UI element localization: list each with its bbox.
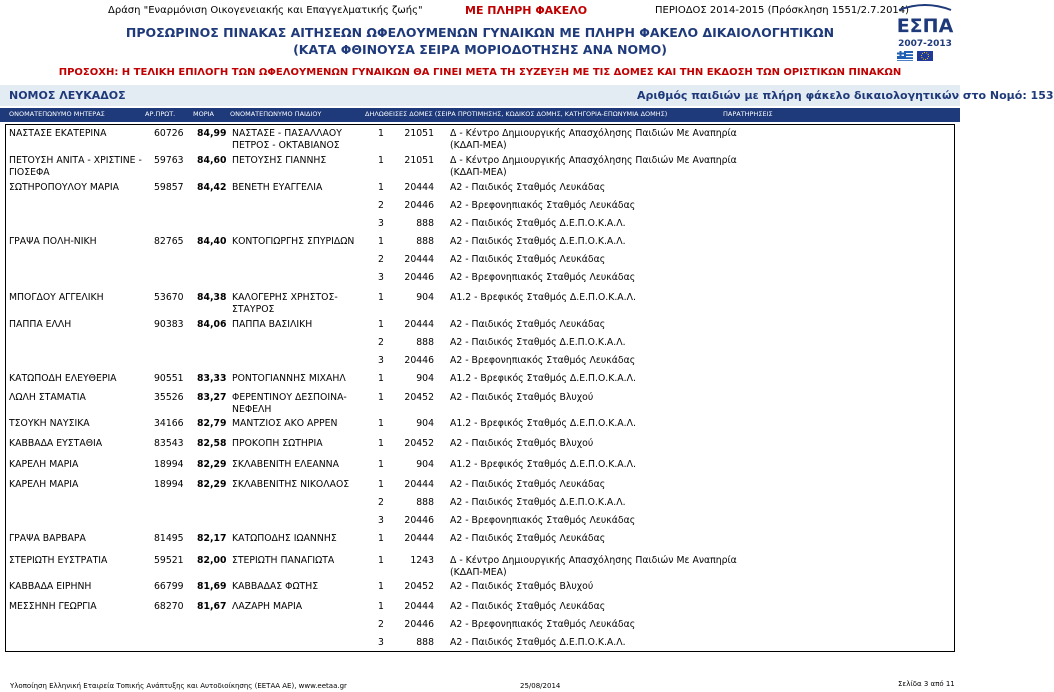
mother-name: ΤΣΟΥΚΗ ΝΑΥΣΙΚΑ: [9, 418, 90, 429]
mother-name: ΜΠΟΓΔΟΥ ΑΓΓΕΛΙΚΗ: [9, 292, 104, 303]
table-row: [0, 418, 960, 429]
table-row: [0, 533, 960, 544]
action-title: Δράση "Εναρμόνιση Οικογενειακής και Επαγγελματικής ζωής": [108, 5, 423, 16]
structure-code: 21051: [404, 155, 434, 166]
footer-credit: Υλοποίηση Ελληνική Εταιρεία Τοπικής Ανάπτυξης και Αυτοδιοίκησης (ΕΕΤΑΑ ΑΕ), www.eetaa.gr: [10, 682, 347, 690]
preference-order: 1: [378, 319, 384, 330]
structure-code: 904: [416, 373, 434, 384]
preference-order: 1: [378, 555, 384, 566]
structure-description: Α2 - Παιδικός Σταθμός Βλυχού: [450, 438, 594, 449]
table-row: [0, 392, 960, 415]
structure-description: Α2 - Παιδικός Σταθμός Λευκάδας: [450, 182, 606, 193]
structure-code: 20446: [404, 200, 434, 211]
structure-code: 20446: [404, 515, 434, 526]
score: 82,79: [197, 418, 227, 429]
structure-description: Α2 - Παιδικός Σταθμός Δ.Ε.Π.Ο.Κ.Α.Λ.: [450, 337, 626, 348]
application-number: 68270: [154, 601, 184, 612]
structure-code: 20444: [404, 601, 434, 612]
mother-name: ΓΡΑΨΑ ΠΟΛΗ-ΝΙΚΗ: [9, 236, 97, 247]
application-number: 34166: [154, 418, 184, 429]
score: 81,69: [197, 581, 227, 592]
structure-description: Α2 - Παιδικός Σταθμός Λευκάδας: [450, 479, 606, 490]
preference-order: 1: [378, 392, 384, 403]
score: 82,17: [197, 533, 227, 544]
mother-name: ΚΑΒΒΑΔΑ ΕΥΣΤΑΘΙΑ: [9, 438, 103, 449]
warning-notice: ΠΡΟΣΟΧΗ: Η ΤΕΛΙΚΗ ΕΠΙΛΟΓΗ ΤΩΝ ΩΦΕΛΟΥΜΕΝΩΝ ΓΥΝΑΙΚΩΝ ΘΑ ΓΙΝΕΙ ΜΕΤΑ ΤΗ ΣΥΖΕΥΞΗ ΜΕ ΤΙΣ ΔΟΜΕΣ ΚΑΙ ΤΗΝ ΕΚΔΟΣΗ ΤΩΝ ΟΡΙΣΤΙΚΩΝ ΠΙΝΑΚΩΝ: [58, 67, 902, 78]
structure-description: Α2 - Βρεφονηπιακός Σταθμός Λευκάδας: [450, 355, 636, 366]
structure-code: 20446: [404, 619, 434, 630]
child-name: ΚΟΝΤΟΓΙΩΡΓΗΣ ΣΠΥΡΙΔΩΝ: [232, 236, 355, 247]
preference-order: 1: [378, 292, 384, 303]
structure-description-cont: (ΚΔΑΠ-ΜΕΑ): [450, 567, 507, 578]
table-row: [0, 236, 960, 283]
preference-order: 1: [378, 182, 384, 193]
logo-text: ΕΣΠΑ: [896, 15, 954, 37]
preference-order: 1: [378, 373, 384, 384]
child-name: ΠΡΟΚΟΠΗ ΣΩΤΗΡΙΑ: [232, 438, 323, 449]
child-name-cont: ΝΕΦΕΛΗ: [232, 404, 272, 415]
structure-code: 888: [416, 497, 434, 508]
structure-description: Α2 - Παιδικός Σταθμός Λευκάδας: [450, 254, 606, 265]
child-name: ΣΤΕΡΙΩΤΗ ΠΑΝΑΓΙΩΤΑ: [232, 555, 335, 566]
child-name-cont: ΣΤΑΥΡΟΣ: [232, 304, 275, 315]
mother-name: ΠΕΤΟΥΣΗ ΑΝΙΤΑ - ΧΡΙΣΤΙΝΕ -: [9, 155, 142, 166]
table-row: [0, 459, 960, 470]
application-number: 83543: [154, 438, 184, 449]
mother-name: ΣΤΕΡΙΩΤΗ ΕΥΣΤΡΑΤΙΑ: [9, 555, 108, 566]
table-row: [0, 555, 960, 578]
structure-code: 904: [416, 292, 434, 303]
structure-description: Α2 - Βρεφονηπιακός Σταθμός Λευκάδας: [450, 515, 636, 526]
table-row: [0, 128, 960, 151]
mother-name: ΚΑΤΩΠΟΔΗ ΕΛΕΥΘΕΡΙΑ: [9, 373, 117, 384]
footer-page: Σελίδα 3 από 11: [898, 680, 955, 688]
mother-name: ΛΩΛΗ ΣΤΑΜΑΤΙΑ: [9, 392, 86, 403]
page-title: ΠΡΟΣΩΡΙΝΟΣ ΠΙΝΑΚΑΣ ΑΙΤΗΣΕΩΝ ΩΦΕΛΟΥΜΕΝΩΝ ΓΥΝΑΙΚΩΝ ΜΕ ΠΛΗΡΗ ΦΑΚΕΛΟ ΔΙΚΑΙΟΛΟΓΗΤΙΚΩΝ: [125, 25, 835, 40]
structure-description: Α2 - Παιδικός Σταθμός Λευκάδας: [450, 319, 606, 330]
structure-description: Α2 - Βρεφονηπιακός Σταθμός Λευκάδας: [450, 272, 636, 283]
structure-code: 20452: [404, 438, 434, 449]
structure-description: Δ - Κέντρο Δημιουργικής Απασχόλησης Παιδιών Με Αναπηρία: [450, 155, 737, 166]
structure-code: 20446: [404, 272, 434, 283]
preference-order: 2: [378, 254, 384, 265]
preference-order: 3: [378, 218, 384, 229]
score: 84,60: [197, 155, 227, 166]
structure-code: 904: [416, 418, 434, 429]
structure-code: 21051: [404, 128, 434, 139]
table-row: [0, 155, 960, 178]
child-name-cont: ΠΕΤΡΟΣ - ΟΚΤΑΒΙΑΝΟΣ: [232, 140, 340, 151]
preference-order: 1: [378, 533, 384, 544]
child-name: ΚΑΛΟΓΕΡΗΣ ΧΡΗΣΤΟΣ-: [232, 292, 338, 303]
structure-code: 20444: [404, 319, 434, 330]
footer-date: 25/08/2014: [520, 682, 561, 690]
child-name: ΠΕΤΟΥΣΗΣ ΓΙΑΝΝΗΣ: [232, 155, 327, 166]
structure-description: Α2 - Παιδικός Σταθμός Λευκάδας: [450, 533, 606, 544]
col-app: ΑΡ.ΠΡΩΤ.: [145, 110, 176, 118]
structure-description: Α2 - Παιδικός Σταθμός Λευκάδας: [450, 601, 606, 612]
preference-order: 3: [378, 272, 384, 283]
structure-description: Δ - Κέντρο Δημιουργικής Απασχόλησης Παιδιών Με Αναπηρία: [450, 555, 737, 566]
preference-order: 1: [378, 236, 384, 247]
structure-description: Α2 - Παιδικός Σταθμός Δ.Ε.Π.Ο.Κ.Α.Λ.: [450, 637, 626, 648]
score: 84,42: [197, 182, 227, 193]
structure-description: Α2 - Παιδικός Σταθμός Δ.Ε.Π.Ο.Κ.Α.Λ.: [450, 236, 626, 247]
preference-order: 1: [378, 601, 384, 612]
child-name: ΝΑΣΤΑΣΕ - ΠΑΣΑΛΛΑΟΥ: [232, 128, 342, 139]
table-row: [0, 319, 960, 366]
application-number: 81495: [154, 533, 184, 544]
application-number: 35526: [154, 392, 184, 403]
score: 84,40: [197, 236, 227, 247]
structure-description: Α2 - Παιδικός Σταθμός Δ.Ε.Π.Ο.Κ.Α.Λ.: [450, 497, 626, 508]
structure-code: 1243: [410, 555, 434, 566]
mother-name: ΚΑΡΕΛΗ ΜΑΡΙΑ: [9, 479, 79, 490]
application-number: 66799: [154, 581, 184, 592]
child-name: ΒΕΝΕΤΗ ΕΥΑΓΓΕΛΙΑ: [232, 182, 323, 193]
col-child: ΟΝΟΜΑΤΕΠΩΝΥΜΟ ΠΑΙΔΙΟΥ: [230, 110, 322, 118]
child-name: ΚΑΤΩΠΟΔΗΣ ΙΩΑΝΝΗΣ: [232, 533, 337, 544]
structure-code: 20444: [404, 254, 434, 265]
score: 81,67: [197, 601, 227, 612]
application-number: 60726: [154, 128, 184, 139]
structure-code: 20452: [404, 581, 434, 592]
structure-description: Α1.2 - Βρεφικός Σταθμός Δ.Ε.Π.Ο.Κ.Α.Λ.: [450, 459, 636, 470]
structure-code: 888: [416, 337, 434, 348]
table-row: [0, 292, 960, 315]
col-mother: ΟΝΟΜΑΤΕΠΩΝΥΜΟ ΜΗΤΕΡΑΣ: [9, 110, 105, 118]
preference-order: 3: [378, 355, 384, 366]
application-number: 18994: [154, 459, 184, 470]
structure-description: Α1.2 - Βρεφικός Σταθμός Δ.Ε.Π.Ο.Κ.Α.Λ.: [450, 418, 636, 429]
preference-order: 3: [378, 515, 384, 526]
score: 84,06: [197, 319, 227, 330]
structure-description-cont: (ΚΔΑΠ-ΜΕΑ): [450, 140, 507, 151]
child-name: ΠΑΠΠΑ ΒΑΣΙΛΙΚΗ: [232, 319, 313, 330]
child-name: ΦΕΡΕΝΤΙΝΟΥ ΔΕΣΠΟΙΝΑ-: [232, 392, 347, 403]
mother-name: ΣΩΤΗΡΟΠΟΥΛΟΥ ΜΑΡΙΑ: [9, 182, 119, 193]
score: 83,27: [197, 392, 227, 403]
mother-name-cont: ΓΙΟΣΕΦΑ: [9, 167, 50, 178]
structure-description: Α1.2 - Βρεφικός Σταθμός Δ.Ε.Π.Ο.Κ.Α.Λ.: [450, 292, 636, 303]
table-row: [0, 601, 960, 648]
structure-code: 888: [416, 218, 434, 229]
structure-description: Α1.2 - Βρεφικός Σταθμός Δ.Ε.Π.Ο.Κ.Α.Λ.: [450, 373, 636, 384]
col-structures: ΔΗΛΩΘΕΙΣΕΣ ΔΟΜΕΣ (ΣΕΙΡΑ ΠΡΟΤΙΜΗΣΗΣ, ΚΩΔΙΚΟΣ ΔΟΜΗΣ, ΚΑΤΗΓΟΡΙΑ-ΕΠΩΝΥΜΙΑ ΔΟΜΗΣ): [365, 110, 668, 118]
application-number: 59521: [154, 555, 184, 566]
structure-description: Α2 - Παιδικός Σταθμός Βλυχού: [450, 392, 594, 403]
preference-order: 1: [378, 438, 384, 449]
preference-order: 1: [378, 459, 384, 470]
structure-description: Α2 - Παιδικός Σταθμός Βλυχού: [450, 581, 594, 592]
table-row: [0, 182, 960, 229]
application-number: 90383: [154, 319, 184, 330]
structure-code: 888: [416, 236, 434, 247]
structure-description-cont: (ΚΔΑΠ-ΜΕΑ): [450, 167, 507, 178]
structure-description: Α2 - Βρεφονηπιακός Σταθμός Λευκάδας: [450, 200, 636, 211]
child-name: ΣΚΛΑΒΕΝΙΤΗ ΕΛΕΑΝΝΑ: [232, 459, 340, 470]
children-count: Αριθμός παιδιών με πλήρη φάκελο δικαιολογητικών στο Νομό: 153: [637, 89, 1054, 102]
child-name: ΡΟΝΤΟΓΙΑΝΝΗΣ ΜΙΧΑΗΛ: [232, 373, 346, 384]
mother-name: ΓΡΑΨΑ ΒΑΡΒΑΡΑ: [9, 533, 86, 544]
table-row: [0, 479, 960, 526]
score: 82,29: [197, 459, 227, 470]
structure-description: Α2 - Παιδικός Σταθμός Δ.Ε.Π.Ο.Κ.Α.Λ.: [450, 218, 626, 229]
logo-years: 2007-2013: [898, 39, 952, 49]
score: 82,58: [197, 438, 227, 449]
preference-order: 1: [378, 155, 384, 166]
structure-code: 20444: [404, 182, 434, 193]
table-row: [0, 373, 960, 384]
prefecture-name: ΝΟΜΟΣ ΛΕΥΚΑΔΟΣ: [9, 89, 126, 102]
score: 83,33: [197, 373, 227, 384]
child-name: ΚΑΒΒΑΔΑΣ ΦΩΤΗΣ: [232, 581, 319, 592]
preference-order: 1: [378, 581, 384, 592]
preference-order: 1: [378, 128, 384, 139]
score: 84,99: [197, 128, 227, 139]
structure-code: 20444: [404, 533, 434, 544]
col-notes: ΠΑΡΑΤΗΡΗΣΕΙΣ: [723, 110, 773, 118]
structure-code: 20446: [404, 355, 434, 366]
application-number: 18994: [154, 479, 184, 490]
preference-order: 2: [378, 200, 384, 211]
page-subtitle: (ΚΑΤΑ ΦΘΙΝΟΥΣΑ ΣΕΙΡΑ ΜΟΡΙΟΔΟΤΗΣΗΣ ΑΝΑ ΝΟΜΟ): [293, 42, 667, 57]
application-number: 90551: [154, 373, 184, 384]
score: 82,29: [197, 479, 227, 490]
preference-order: 2: [378, 619, 384, 630]
col-score: ΜΟΡΙΑ: [193, 110, 215, 118]
score: 84,38: [197, 292, 227, 303]
preference-order: 2: [378, 497, 384, 508]
mother-name: ΜΕΣΣΗΝΗ ΓΕΩΡΓΙΑ: [9, 601, 97, 612]
structure-code: 20452: [404, 392, 434, 403]
preference-order: 1: [378, 479, 384, 490]
application-number: 59763: [154, 155, 184, 166]
score: 82,00: [197, 555, 227, 566]
mother-name: ΚΑΡΕΛΗ ΜΑΡΙΑ: [9, 459, 79, 470]
mother-name: ΝΑΣΤΑΣΕ ΕΚΑΤΕΡΙΝΑ: [9, 128, 107, 139]
mother-name: ΚΑΒΒΑΔΑ ΕΙΡΗΝΗ: [9, 581, 92, 592]
table-row: [0, 438, 960, 449]
mother-name: ΠΑΠΠΑ ΕΛΛΗ: [9, 319, 72, 330]
table-row: [0, 581, 960, 592]
structure-code: 904: [416, 459, 434, 470]
structure-description: Α2 - Βρεφονηπιακός Σταθμός Λευκάδας: [450, 619, 636, 630]
application-number: 53670: [154, 292, 184, 303]
child-name: ΛΑΖΑΡΗ ΜΑΡΙΑ: [232, 601, 303, 612]
preference-order: 3: [378, 637, 384, 648]
structure-code: 20444: [404, 479, 434, 490]
application-number: 59857: [154, 182, 184, 193]
preference-order: 1: [378, 418, 384, 429]
structure-code: 888: [416, 637, 434, 648]
period-label: ΠΕΡΙΟΔΟΣ 2014-2015 (Πρόσκληση 1551/2.7.2014): [655, 5, 910, 16]
structure-description: Δ - Κέντρο Δημιουργικής Απασχόλησης Παιδιών Με Αναπηρία: [450, 128, 737, 139]
preference-order: 2: [378, 337, 384, 348]
application-number: 82765: [154, 236, 184, 247]
child-name: ΜΑΝΤΖΙΟΣ ΑΚΟ ΑΡΡΕΝ: [232, 418, 338, 429]
file-label: ΜΕ ΠΛΗΡΗ ΦΑΚΕΛΟ: [465, 4, 588, 17]
child-name: ΣΚΛΑΒΕΝΙΤΗΣ ΝΙΚΟΛΑΟΣ: [232, 479, 350, 490]
